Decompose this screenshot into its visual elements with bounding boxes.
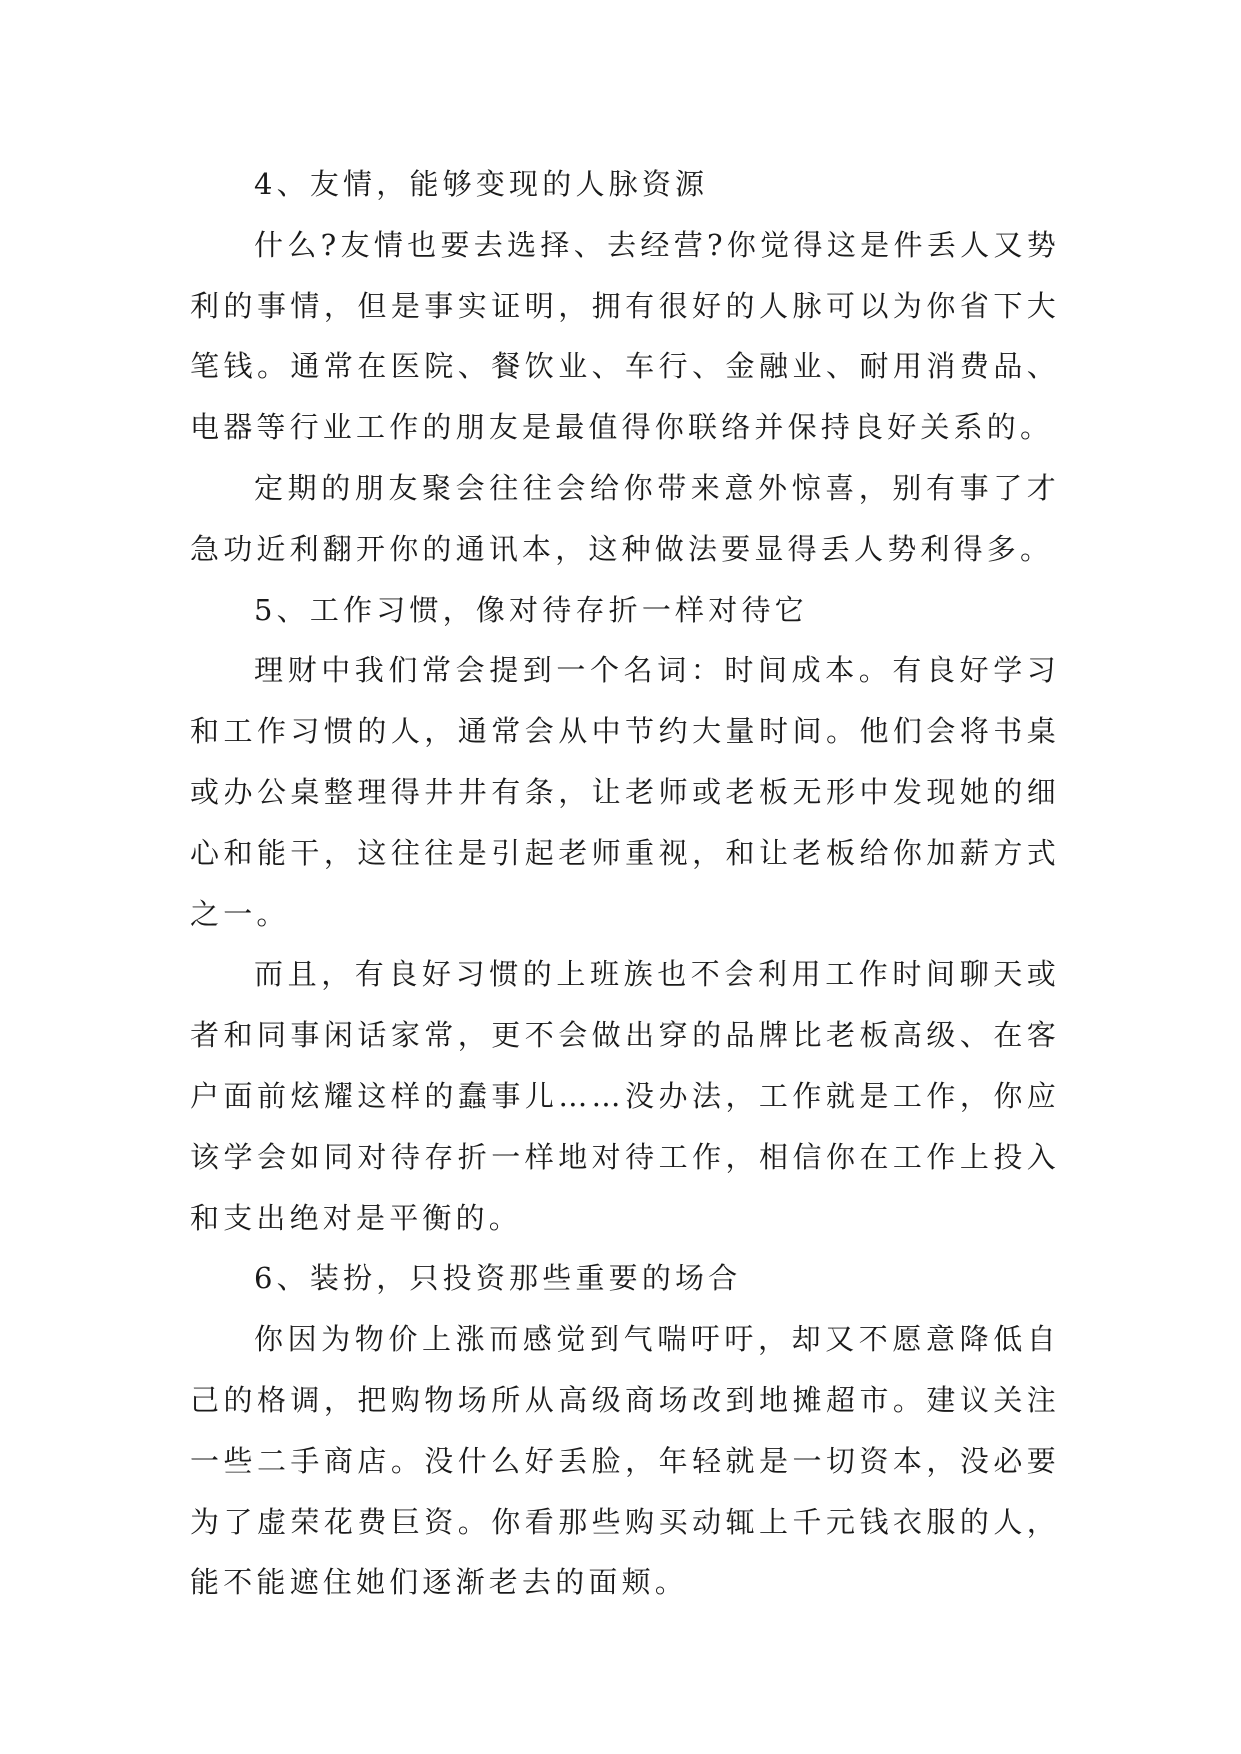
section-heading-friendship: 4、友情，能够变现的人脉资源 <box>254 167 709 201</box>
section-heading-dressing: 6、装扮，只投资那些重要的场合 <box>254 1261 742 1296</box>
paragraph-work-habits-1: 理财中我们常会提到一个名词：时间成本。有良好学习和工作习惯的人，通常会从中节约大量时间。他们会将书桌或办公桌整理得井井有条，让老师或老板无形中发现她的细心和能干，这往往是引起老师重视，和让老板给你加薪方式之一。 <box>190 653 1060 931</box>
paragraph-friendship-1: 什么?友情也要去选择、去经营?你觉得这是件丢人又势利的事情，但是事实证明，拥有很好的人脉可以为你省下大笔钱。通常在医院、餐饮业、车行、金融业、耐用消费品、电器等行业工作的朋友是最值得你联络并保持良好关系的。 <box>190 227 1060 445</box>
paragraph-dressing-1: 你因为物价上涨而感觉到气喘吁吁，却又不愿意降低自己的格调，把购物场所从高级商场改到地摊超市。建议关注一些二手商店。没什么好丢脸，年轻就是一切资本，没必要为了虚荣花费巨资。你看那些购买动辄上千元钱衣服的人，能不能遮住她们逐渐老去的面颊。 <box>190 1322 1060 1600</box>
paragraph-work-habits-2: 而且，有良好习惯的上班族也不会利用工作时间聊天或者和同事闲话家常，更不会做出穿的品牌比老板高级、在客户面前炫耀这样的蠢事儿……没办法，工作就是工作，你应该学会如同对待存折一样地对待工作，相信你在工作上投入和支出绝对是平衡的。 <box>190 957 1060 1235</box>
section-heading-work-habits: 5、工作习惯，像对待存折一样对待它 <box>254 592 808 627</box>
document-body <box>190 154 1060 1613</box>
paragraph-friendship-2: 定期的朋友聚会往往会给你带来意外惊喜，别有事了才急功近利翻开你的通讯本，这种做法要显得丢人势利得多。 <box>190 470 1060 566</box>
